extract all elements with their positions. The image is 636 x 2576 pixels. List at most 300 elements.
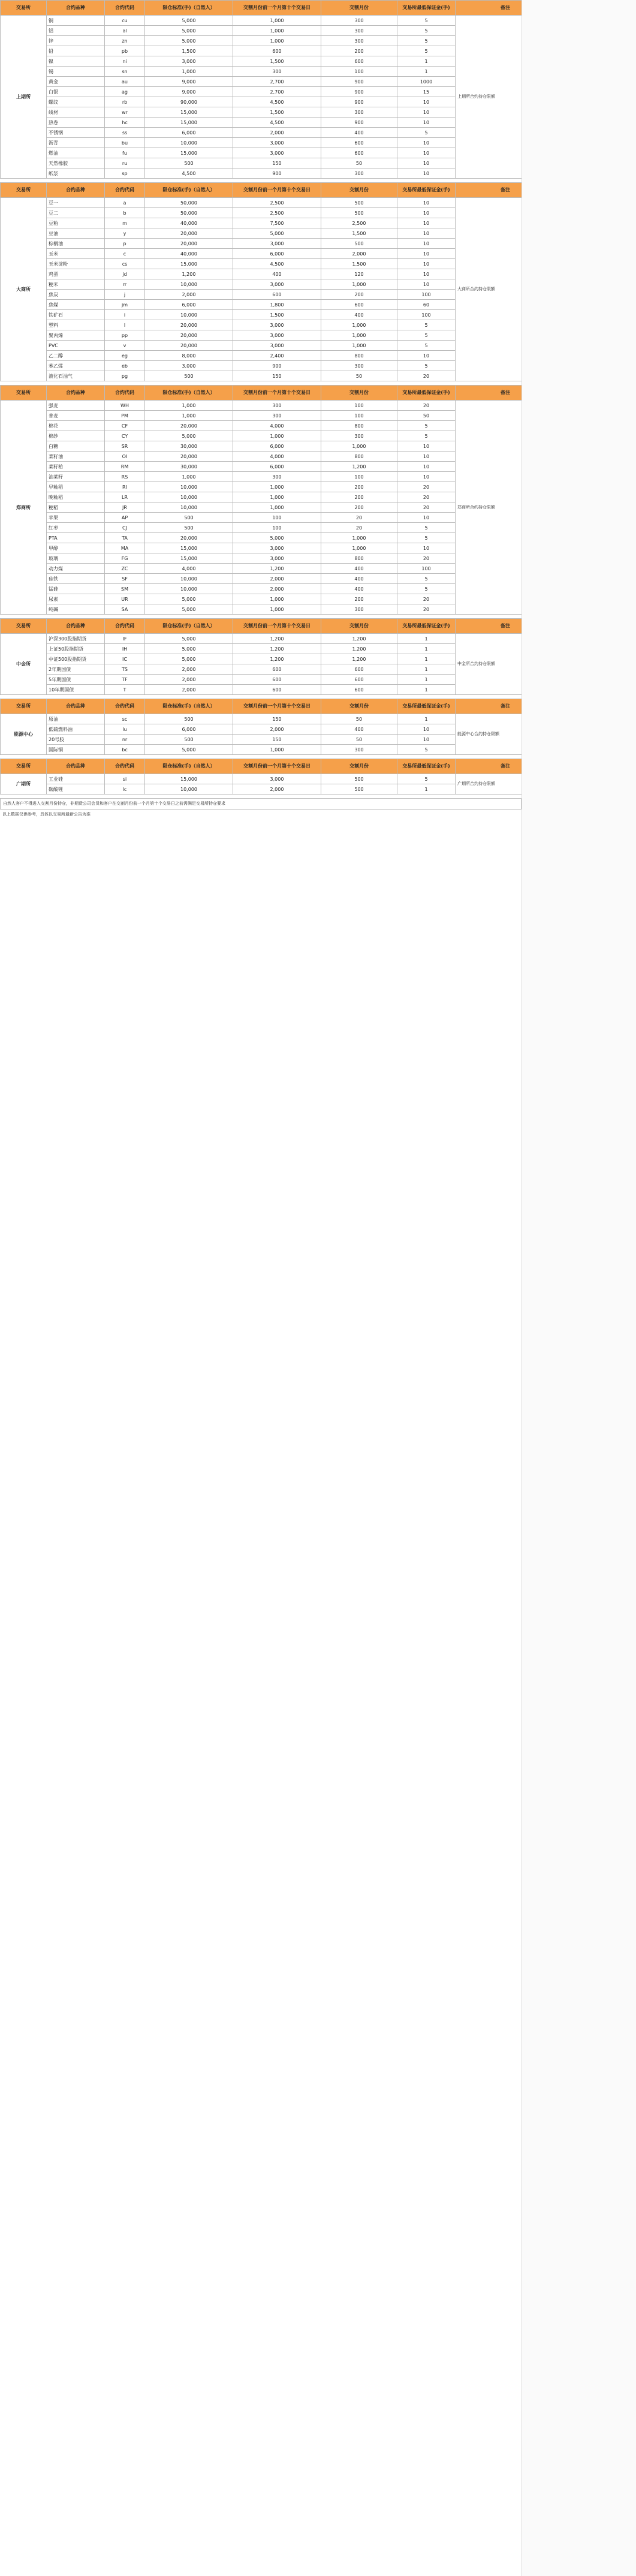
product-cell: 普麦 [47,411,105,421]
table-row [1,401,556,411]
min-unit-cell: 5 [397,330,456,341]
col-min-unit: 交易所最低保证金(手) [397,386,456,401]
limit-pre-delivery-cell: 900 [233,168,321,179]
product-cell: 中证500股指期货 [47,654,105,664]
min-unit-cell: 100 [397,290,456,300]
code-cell: cu [105,16,145,26]
limit-pre-delivery-cell: 600 [233,685,321,695]
limit-general-cell: 20,000 [145,330,233,341]
limit-general-cell: 20,000 [145,341,233,351]
code-cell: WH [105,401,145,411]
min-unit-cell: 10 [397,513,456,523]
exchange-cell: 上期所 [1,16,47,179]
limit-delivery-cell: 50 [321,371,397,381]
remark-cell: 郑商所合约持仓限额 [456,401,556,615]
limit-pre-delivery-cell: 6,000 [233,249,321,259]
col-limit-pre-delivery: 交割月份前一个月第十个交易日 [233,183,321,198]
product-cell: 铜 [47,16,105,26]
code-cell: j [105,290,145,300]
product-cell: 玉米 [47,249,105,259]
min-unit-cell: 10 [397,279,456,290]
product-cell: 锡 [47,67,105,77]
limit-pre-delivery-cell: 100 [233,523,321,533]
limit-delivery-cell: 200 [321,46,397,56]
limit-pre-delivery-cell: 4,000 [233,452,321,462]
limit-delivery-cell: 20 [321,513,397,523]
limit-pre-delivery-cell: 600 [233,675,321,685]
limit-general-cell: 5,000 [145,745,233,755]
min-unit-cell: 5 [397,341,456,351]
min-unit-cell: 5 [397,584,456,594]
limit-pre-delivery-cell: 1,000 [233,16,321,26]
limit-delivery-cell: 200 [321,290,397,300]
code-cell: TS [105,664,145,675]
product-cell: 豆油 [47,228,105,239]
code-cell: MA [105,543,145,553]
code-cell: al [105,26,145,36]
limit-general-cell: 15,000 [145,553,233,564]
min-unit-cell: 10 [397,158,456,168]
limit-delivery-cell: 900 [321,87,397,97]
min-unit-cell: 1 [397,654,456,664]
min-unit-cell: 15 [397,87,456,97]
limit-delivery-cell: 500 [321,198,397,208]
product-cell: PTA [47,533,105,543]
min-unit-cell: 1 [397,56,456,67]
limit-pre-delivery-cell: 2,000 [233,724,321,735]
product-cell: 白银 [47,87,105,97]
code-cell: SR [105,441,145,452]
limit-table [0,182,556,381]
code-cell: ag [105,87,145,97]
limit-general-cell: 500 [145,735,233,745]
code-cell: IH [105,644,145,654]
limit-delivery-cell: 1,000 [321,330,397,341]
limit-pre-delivery-cell: 6,000 [233,441,321,452]
table-row [1,16,556,26]
min-unit-cell: 5 [397,431,456,441]
limit-pre-delivery-cell: 2,000 [233,574,321,584]
limit-table [0,385,556,615]
limit-delivery-cell: 50 [321,735,397,745]
limit-general-cell: 5,000 [145,654,233,664]
product-cell: 上证50股指期货 [47,644,105,654]
min-unit-cell: 1 [397,685,456,695]
code-cell: lc [105,784,145,795]
limit-delivery-cell: 300 [321,26,397,36]
col-exchange: 交易所 [1,619,47,634]
limit-general-cell: 2,000 [145,290,233,300]
product-cell: 棕榈油 [47,239,105,249]
limit-pre-delivery-cell: 1,000 [233,604,321,615]
min-unit-cell: 20 [397,604,456,615]
code-cell: RM [105,462,145,472]
limit-pre-delivery-cell: 2,500 [233,208,321,218]
limit-general-cell: 1,000 [145,411,233,421]
right-margin-panel [522,0,636,2576]
min-unit-cell: 10 [397,138,456,148]
product-cell: 低硫燃料油 [47,724,105,735]
limit-pre-delivery-cell: 1,000 [233,745,321,755]
limit-general-cell: 50,000 [145,198,233,208]
limit-delivery-cell: 500 [321,208,397,218]
product-cell: 纯碱 [47,604,105,615]
limit-delivery-cell: 200 [321,502,397,513]
limit-pre-delivery-cell: 300 [233,67,321,77]
limit-pre-delivery-cell: 3,000 [233,774,321,784]
product-cell: PVC [47,341,105,351]
product-cell: 纸浆 [47,168,105,179]
min-unit-cell: 20 [397,371,456,381]
limit-general-cell: 10,000 [145,138,233,148]
col-exchange: 交易所 [1,699,47,714]
min-unit-cell: 10 [397,239,456,249]
limit-delivery-cell: 1,000 [321,533,397,543]
general-note: 自然人客户不得进入交割月份持仓，非期货公司会员和客户在交割月份前一个月第十个交易日之前需满足交易所持仓要求 [0,798,522,809]
limit-delivery-cell: 300 [321,431,397,441]
exchange-cell: 中金所 [1,634,47,695]
limit-general-cell: 20,000 [145,533,233,543]
min-unit-cell: 5 [397,745,456,755]
remark-cell: 上期所合约持仓限额 [456,16,556,179]
col-limit-delivery: 交割月份 [321,759,397,774]
limit-delivery-cell: 400 [321,724,397,735]
code-cell: wr [105,107,145,118]
product-cell: 尿素 [47,594,105,604]
limit-general-cell: 500 [145,513,233,523]
code-cell: eb [105,361,145,371]
code-cell: cs [105,259,145,269]
product-cell: 甲醇 [47,543,105,553]
min-unit-cell: 20 [397,401,456,411]
code-cell: JR [105,502,145,513]
limit-pre-delivery-cell: 300 [233,401,321,411]
limit-delivery-cell: 900 [321,77,397,87]
min-unit-cell: 5 [397,574,456,584]
limit-pre-delivery-cell: 2,700 [233,77,321,87]
product-cell: 苹果 [47,513,105,523]
limit-pre-delivery-cell: 1,500 [233,56,321,67]
limit-pre-delivery-cell: 2,500 [233,198,321,208]
limit-delivery-cell: 500 [321,784,397,795]
limit-delivery-cell: 100 [321,472,397,482]
product-cell: 豆二 [47,208,105,218]
limit-general-cell: 15,000 [145,118,233,128]
limit-delivery-cell: 100 [321,401,397,411]
limit-pre-delivery-cell: 3,000 [233,239,321,249]
code-cell: SA [105,604,145,615]
code-cell: AP [105,513,145,523]
limit-delivery-cell: 400 [321,310,397,320]
product-cell: 聚丙烯 [47,330,105,341]
limit-pre-delivery-cell: 150 [233,371,321,381]
limit-general-cell: 5,000 [145,16,233,26]
limit-general-cell: 500 [145,714,233,724]
limit-pre-delivery-cell: 1,200 [233,634,321,644]
min-unit-cell: 5 [397,523,456,533]
col-limit-general: 限仓标准(手)（自然人） [145,699,233,714]
min-unit-cell: 10 [397,249,456,259]
col-limit-general: 限仓标准(手)（自然人） [145,759,233,774]
limit-pre-delivery-cell: 100 [233,513,321,523]
limit-delivery-cell: 300 [321,36,397,46]
product-cell: 20号胶 [47,735,105,745]
limit-delivery-cell: 400 [321,584,397,594]
limit-pre-delivery-cell: 600 [233,46,321,56]
product-cell: 镍 [47,56,105,67]
product-cell: 白糖 [47,441,105,452]
limit-pre-delivery-cell: 1,200 [233,564,321,574]
limit-delivery-cell: 20 [321,523,397,533]
code-cell: IF [105,634,145,644]
limit-pre-delivery-cell: 3,000 [233,330,321,341]
col-limit-general: 限仓标准(手)（自然人） [145,1,233,16]
col-product: 合约品种 [47,386,105,401]
limit-pre-delivery-cell: 300 [233,472,321,482]
code-cell: ru [105,158,145,168]
col-limit-general: 限仓标准(手)（自然人） [145,183,233,198]
product-cell: 5年期国债 [47,675,105,685]
col-limit-delivery: 交割月份 [321,386,397,401]
limit-delivery-cell: 800 [321,351,397,361]
min-unit-cell: 1 [397,644,456,654]
col-remark: 备注 [456,183,556,198]
code-cell: m [105,218,145,228]
limit-pre-delivery-cell: 900 [233,361,321,371]
limit-general-cell: 20,000 [145,239,233,249]
col-limit-delivery: 交割月份 [321,1,397,16]
header-row [1,759,556,774]
limit-general-cell: 500 [145,371,233,381]
col-code: 合约代码 [105,183,145,198]
min-unit-cell: 50 [397,411,456,421]
col-limit-general: 限仓标准(手)（自然人） [145,619,233,634]
code-cell: nr [105,735,145,745]
code-cell: FG [105,553,145,564]
limit-general-cell: 5,000 [145,594,233,604]
product-cell: 鸡蛋 [47,269,105,279]
min-unit-cell: 100 [397,310,456,320]
code-cell: hc [105,118,145,128]
limit-delivery-cell: 600 [321,138,397,148]
limit-delivery-cell: 800 [321,553,397,564]
code-cell: PM [105,411,145,421]
min-unit-cell: 5 [397,320,456,330]
product-cell: 豆一 [47,198,105,208]
code-cell: CF [105,421,145,431]
code-cell: v [105,341,145,351]
col-limit-pre-delivery: 交割月份前一个月第十个交易日 [233,759,321,774]
product-cell: 焦炭 [47,290,105,300]
min-unit-cell: 60 [397,300,456,310]
limit-delivery-cell: 500 [321,239,397,249]
limit-pre-delivery-cell: 4,500 [233,259,321,269]
col-product: 合约品种 [47,759,105,774]
product-cell: 铅 [47,46,105,56]
limit-pre-delivery-cell: 4,500 [233,97,321,107]
product-cell: 10年期国债 [47,685,105,695]
col-limit-delivery: 交割月份 [321,699,397,714]
limit-pre-delivery-cell: 300 [233,411,321,421]
code-cell: UR [105,594,145,604]
product-cell: 工业硅 [47,774,105,784]
limit-delivery-cell: 300 [321,604,397,615]
limit-general-cell: 10,000 [145,574,233,584]
min-unit-cell: 1 [397,714,456,724]
limit-table [0,699,556,755]
col-product: 合约品种 [47,619,105,634]
limit-pre-delivery-cell: 2,700 [233,87,321,97]
min-unit-cell: 10 [397,208,456,218]
code-cell: T [105,685,145,695]
limit-pre-delivery-cell: 2,400 [233,351,321,361]
limit-delivery-cell: 300 [321,107,397,118]
min-unit-cell: 10 [397,97,456,107]
min-unit-cell: 10 [397,148,456,158]
limit-delivery-cell: 200 [321,492,397,502]
limit-pre-delivery-cell: 1,000 [233,36,321,46]
min-unit-cell: 10 [397,351,456,361]
limit-general-cell: 30,000 [145,441,233,452]
product-cell: 菜籽粕 [47,462,105,472]
col-remark: 备注 [456,759,556,774]
code-cell: ni [105,56,145,67]
limit-delivery-cell: 300 [321,745,397,755]
min-unit-cell: 10 [397,198,456,208]
limit-pre-delivery-cell: 5,000 [233,228,321,239]
col-limit-pre-delivery: 交割月份前一个月第十个交易日 [233,619,321,634]
code-cell: p [105,239,145,249]
code-cell: au [105,77,145,87]
limit-general-cell: 20,000 [145,452,233,462]
limit-pre-delivery-cell: 1,500 [233,107,321,118]
code-cell: pg [105,371,145,381]
limit-general-cell: 20,000 [145,228,233,239]
code-cell: eg [105,351,145,361]
limit-pre-delivery-cell: 3,000 [233,553,321,564]
min-unit-cell: 10 [397,543,456,553]
product-cell: 焦煤 [47,300,105,310]
product-cell: 乙二醇 [47,351,105,361]
col-min-unit: 交易所最低保证金(手) [397,183,456,198]
limit-general-cell: 4,500 [145,168,233,179]
limit-general-cell: 15,000 [145,107,233,118]
code-cell: CY [105,431,145,441]
min-unit-cell: 10 [397,269,456,279]
product-cell: 螺纹 [47,97,105,107]
product-cell: 玉米淀粉 [47,259,105,269]
limit-pre-delivery-cell: 3,000 [233,341,321,351]
remark-cell: 能源中心合约持仓限额 [456,714,556,755]
col-remark: 备注 [456,619,556,634]
limit-general-cell: 20,000 [145,320,233,330]
limit-delivery-cell: 900 [321,97,397,107]
limit-general-cell: 5,000 [145,431,233,441]
limit-general-cell: 90,000 [145,97,233,107]
code-cell: ss [105,128,145,138]
code-cell: SM [105,584,145,594]
limit-pre-delivery-cell: 2,000 [233,784,321,795]
col-min-unit: 交易所最低保证金(手) [397,759,456,774]
product-cell: 沥青 [47,138,105,148]
code-cell: fu [105,148,145,158]
code-cell: bu [105,138,145,148]
exchange-cell: 大商所 [1,198,47,381]
limit-pre-delivery-cell: 3,000 [233,320,321,330]
limit-general-cell: 500 [145,523,233,533]
footer-note: 以上数据仅供参考，具体以交易所最新公告为准 [2,812,91,817]
limit-delivery-cell: 800 [321,452,397,462]
product-cell: 线材 [47,107,105,118]
min-unit-cell: 5 [397,361,456,371]
product-cell: 黄金 [47,77,105,87]
table-row [1,634,556,644]
limit-general-cell: 8,000 [145,351,233,361]
product-cell: 红枣 [47,523,105,533]
min-unit-cell: 10 [397,168,456,179]
min-unit-cell: 1000 [397,77,456,87]
limit-general-cell: 4,000 [145,564,233,574]
min-unit-cell: 20 [397,502,456,513]
min-unit-cell: 10 [397,724,456,735]
code-cell: bc [105,745,145,755]
limit-pre-delivery-cell: 3,000 [233,138,321,148]
code-cell: lu [105,724,145,735]
limit-delivery-cell: 400 [321,564,397,574]
product-cell: 苯乙烯 [47,361,105,371]
col-code: 合约代码 [105,759,145,774]
header-row [1,619,556,634]
min-unit-cell: 5 [397,774,456,784]
limit-delivery-cell: 1,000 [321,341,397,351]
code-cell: si [105,774,145,784]
min-unit-cell: 20 [397,553,456,564]
limit-delivery-cell: 600 [321,685,397,695]
code-cell: jm [105,300,145,310]
limit-pre-delivery-cell: 1,000 [233,482,321,492]
limit-general-cell: 15,000 [145,148,233,158]
limit-delivery-cell: 1,500 [321,259,397,269]
header-row [1,1,556,16]
min-unit-cell: 10 [397,259,456,269]
limit-delivery-cell: 100 [321,411,397,421]
code-cell: rb [105,97,145,107]
limit-general-cell: 10,000 [145,784,233,795]
limit-delivery-cell: 200 [321,482,397,492]
limit-general-cell: 1,200 [145,269,233,279]
product-cell: 原油 [47,714,105,724]
min-unit-cell: 1 [397,634,456,644]
limit-delivery-cell: 2,500 [321,218,397,228]
limit-delivery-cell: 600 [321,300,397,310]
min-unit-cell: 5 [397,46,456,56]
col-product: 合约品种 [47,1,105,16]
limit-delivery-cell: 400 [321,574,397,584]
col-product: 合约品种 [47,699,105,714]
limit-general-cell: 6,000 [145,128,233,138]
limit-general-cell: 50,000 [145,208,233,218]
limit-general-cell: 5,000 [145,634,233,644]
limit-pre-delivery-cell: 1,000 [233,594,321,604]
limit-general-cell: 10,000 [145,584,233,594]
limit-delivery-cell: 1,200 [321,644,397,654]
limit-delivery-cell: 1,000 [321,279,397,290]
product-cell: 强麦 [47,401,105,411]
code-cell: a [105,198,145,208]
limit-general-cell: 5,000 [145,26,233,36]
code-cell: RS [105,472,145,482]
product-cell: 塑料 [47,320,105,330]
